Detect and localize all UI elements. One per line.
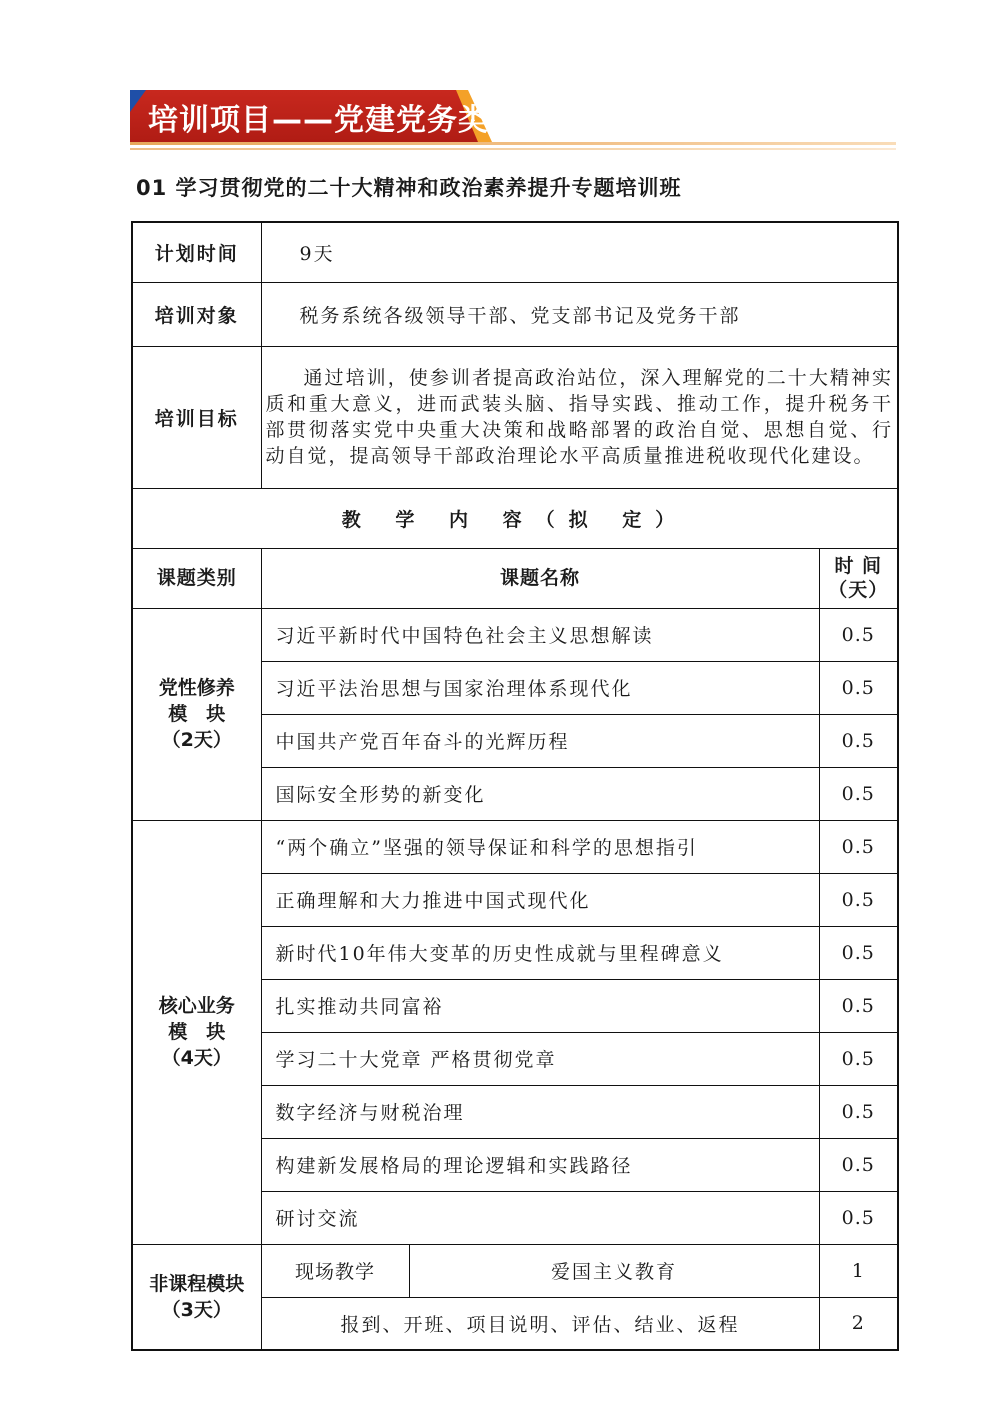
- topic-days: 0.5: [819, 661, 898, 714]
- banner-title: 培训项目——党建党务类: [148, 103, 489, 138]
- goal-row: [132, 346, 898, 488]
- module-party-spirit: [132, 608, 261, 820]
- topic-name: 学习二十大党章 严格贯彻党章: [261, 1032, 819, 1085]
- topic-days: 0.5: [819, 820, 898, 873]
- col-days-header-line1: 时 间: [834, 555, 883, 577]
- topic-days: 0.5: [819, 714, 898, 767]
- col-category-header: 课题类别: [132, 548, 261, 608]
- target-label: 培训对象: [132, 282, 261, 346]
- admin-name: 报到、开班、项目说明、评估、结业、返程: [261, 1297, 819, 1350]
- topic-days: 0.5: [819, 608, 898, 661]
- col-days-header-line2: （天）: [828, 579, 889, 601]
- topic-days: 0.5: [819, 873, 898, 926]
- course-table: [131, 221, 899, 1351]
- site-teaching-days: 1: [819, 1244, 898, 1297]
- module-days: （3天）: [161, 1298, 232, 1321]
- topic-name: 数字经济与财税治理: [261, 1085, 819, 1138]
- section-banner: [130, 90, 900, 152]
- site-teaching-name: 爱国主义教育: [409, 1244, 819, 1297]
- col-days-header: [819, 548, 898, 608]
- module-suffix: 模 块: [168, 703, 226, 725]
- topic-days: 0.5: [819, 979, 898, 1032]
- module-core-business: [132, 820, 261, 1244]
- topic-name: 习近平法治思想与国家治理体系现代化: [261, 661, 819, 714]
- section-title: 教 学 内 容（拟 定）: [132, 488, 898, 548]
- site-teaching-label: 现场教学: [261, 1244, 409, 1297]
- module-name: 党性修养: [158, 677, 235, 699]
- col-name-header: 课题名称: [261, 548, 819, 608]
- course-title: 01 学习贯彻党的二十大精神和政治素养提升专题培训班: [136, 176, 682, 200]
- topic-name: 扎实推动共同富裕: [261, 979, 819, 1032]
- module-name: 非课程模块: [149, 1272, 245, 1295]
- topic-name: 新时代10年伟大变革的历史性成就与里程碑意义: [261, 926, 819, 979]
- module-days: （2天）: [161, 729, 232, 751]
- section-row: [132, 488, 898, 548]
- topic-name: 习近平新时代中国特色社会主义思想解读: [261, 608, 819, 661]
- plan-time-label: 计划时间: [132, 222, 261, 282]
- module-name: 核心业务: [158, 995, 235, 1017]
- topic-days: 0.5: [819, 1032, 898, 1085]
- goal-value: 通过培训，使参训者提高政治站位，深入理解党的二十大精神实质和重大意义，进而武装头脑、指导实践、推动工作，提升税务干部贯彻落实党中央重大决策和战略部署的政治自觉、思想自觉、行动自觉，提高领导干部政治理论水平高质量推进税收现代化建设。: [261, 346, 898, 488]
- module-suffix: 模 块: [168, 1021, 226, 1043]
- topic-name: 国际安全形势的新变化: [261, 767, 819, 820]
- banner-divider: [130, 142, 896, 145]
- table-row: [132, 608, 898, 661]
- topic-name: 中国共产党百年奋斗的光辉历程: [261, 714, 819, 767]
- topic-name: 正确理解和大力推进中国式现代化: [261, 873, 819, 926]
- target-row: [132, 282, 898, 346]
- topic-days: 0.5: [819, 1191, 898, 1244]
- table-row: [132, 820, 898, 873]
- admin-days: 2: [819, 1297, 898, 1350]
- topic-days: 0.5: [819, 926, 898, 979]
- module-non-course: [132, 1244, 261, 1350]
- topic-days: 0.5: [819, 1085, 898, 1138]
- plan-time-value: 9天: [261, 222, 898, 282]
- topic-days: 0.5: [819, 767, 898, 820]
- module-days: （4天）: [161, 1047, 232, 1069]
- target-value: 税务系统各级领导干部、党支部书记及党务干部: [261, 282, 898, 346]
- plan-time-row: [132, 222, 898, 282]
- topic-name: “两个确立”坚强的领导保证和科学的思想指引: [261, 820, 819, 873]
- topic-name: 构建新发展格局的理论逻辑和实践路径: [261, 1138, 819, 1191]
- topic-name: 研讨交流: [261, 1191, 819, 1244]
- goal-label: 培训目标: [132, 346, 261, 488]
- header-row: [132, 548, 898, 608]
- table-row: [132, 1244, 898, 1297]
- topic-days: 0.5: [819, 1138, 898, 1191]
- banner-divider-secondary: [130, 148, 896, 150]
